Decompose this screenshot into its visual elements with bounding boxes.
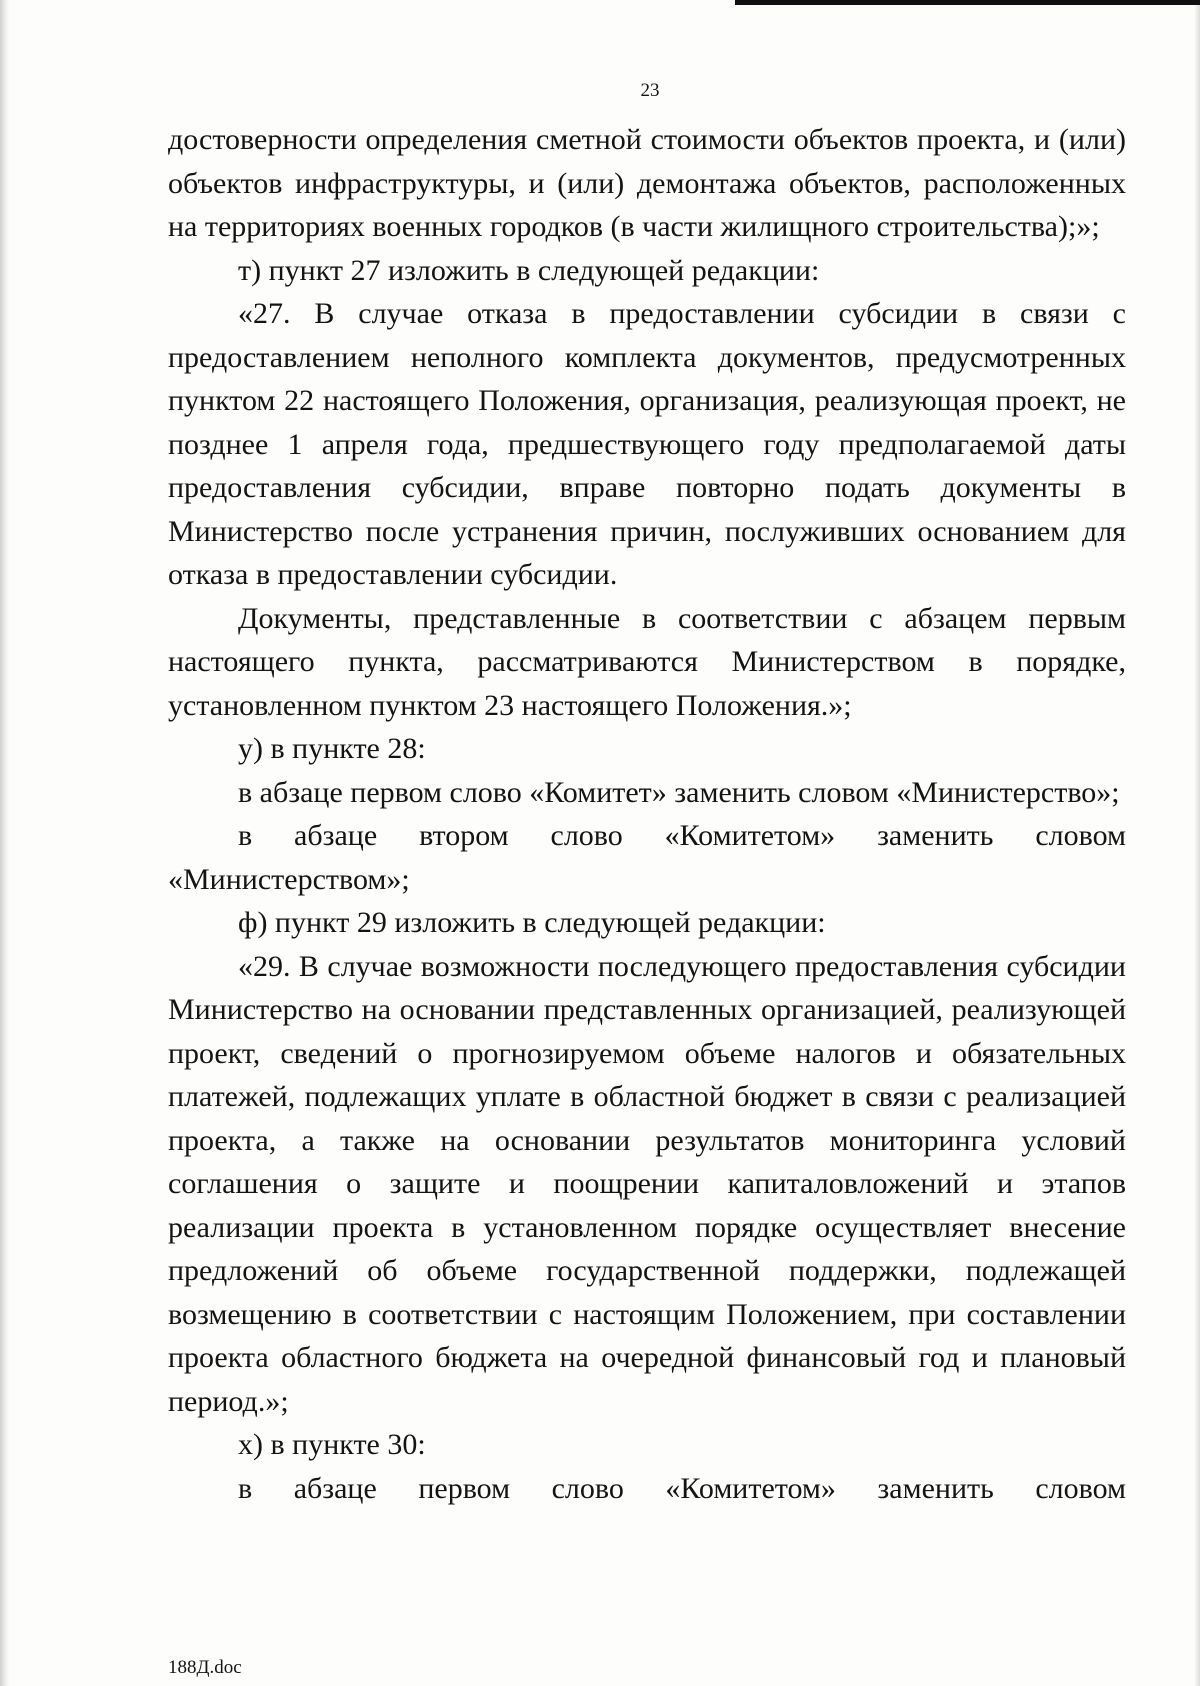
footer-filename: 188Д.doc [168, 1657, 242, 1678]
paragraph: «27. В случае отказа в предоставлении субсидии в связи с предоставлением неполного комплекта документов, предусмотренных пунктом 22 настоящего Положения, организация, реализующая проект, не позднее 1 апреля года, предшествующего году предполагаемой даты предоставления субсидии, вправе повторно подать документы в Министерство после устранения причин, послуживших основанием для отказа в предоставлении субсидии. [168, 297, 1126, 591]
paragraph: «29. В случае возможности последующего предоставления субсидии Министерство на основании представленных организацией, реализующей проект, сведений о прогнозируемом объеме налогов и обязательных платежей, подлежащих уплате в областной бюджет в связи с реализацией проекта, а также на основании результатов мониторинга условий соглашения о защите и поощрении капиталовложений и этапов реализации проекта в установленном порядке осуществляет внесение предложений об объеме государственной поддержки, подлежащей возмещению в соответствии с настоящим Положением, при составлении проекта областного бюджета на очередной финансовый год и плановый период.»; [168, 949, 1126, 1418]
paragraph: Документы, представленные в соответствии с абзацем первым настоящего пункта, рассматриваются Министерством в порядке, установленном пунктом 23 настоящего Положения.»; [168, 601, 1126, 722]
paragraph: у) в пункте 28: [238, 732, 426, 765]
scan-left-edge [0, 0, 10, 1686]
page-number: 23 [640, 80, 660, 101]
paragraph: в абзаце первом слово «Комитетом» заменить словом [238, 1471, 1126, 1505]
top-border-rule [735, 0, 1200, 5]
paragraph: в абзаце первом слово «Комитет» заменить словом «Министерство»; [238, 775, 1120, 809]
paragraph: достоверности определения сметной стоимости объектов проекта, и (или) объектов инфраструктуры, и (или) демонтажа объектов, расположенных на территориях военных городков (в части жилищного строительства);»; [168, 123, 1126, 243]
paragraph: в абзаце втором слово «Комитетом» заменить словом «Министерством»; [168, 819, 1126, 896]
paragraph: т) пункт 27 изложить в следующей редакции: [238, 253, 820, 287]
paragraph: ф) пункт 29 изложить в следующей редакции: [238, 906, 826, 939]
paragraph: х) в пункте 30: [238, 1428, 426, 1461]
document-body [168, 118, 1126, 1510]
scan-right-edge [1194, 0, 1200, 1686]
